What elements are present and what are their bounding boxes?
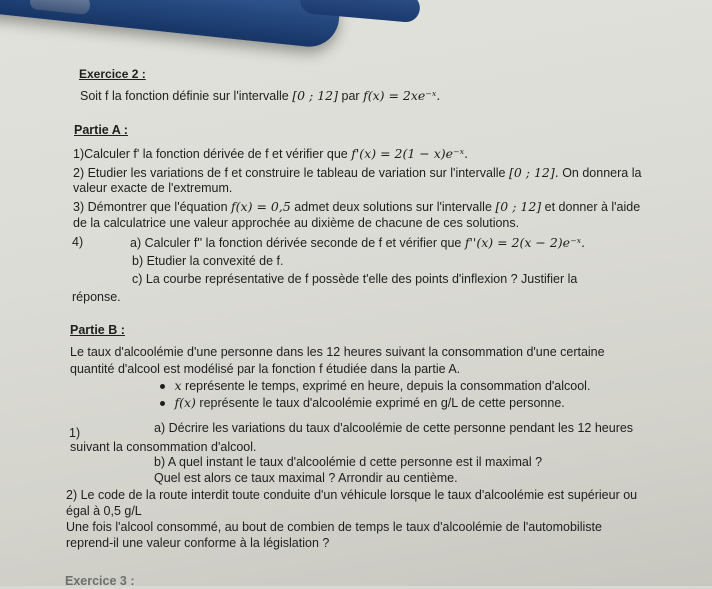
partA-q3-text-c: et donner à l'aide [544, 200, 641, 214]
partB-bullet2 [160, 395, 565, 411]
partB-q2-line4: reprend-il une valeur conforme à la législation ? [66, 536, 330, 550]
partA-q4a [130, 235, 585, 251]
partA-q2-line2: valeur exacte de l'extremum. [73, 181, 233, 195]
partB-q1b-line2: Quel est alors ce taux maximal ? Arrondir au centième. [154, 471, 458, 485]
partA-q2-interval: [0 ; 12]. [508, 165, 559, 180]
partB-bullet1 [160, 378, 590, 394]
partB-q2-line3: Une fois l'alcool consommé, au bout de combien de temps le taux d'alcoolémie de l'automobiliste [66, 520, 602, 534]
partB-heading: Partie B : [70, 323, 125, 337]
partB-intro-line2: quantité d'alcool est modélisé par la fonction f étudiée dans la partie A. [70, 362, 461, 376]
bullet1-text: représente le temps, exprimé en heure, depuis la consommation d'alcool. [185, 379, 591, 393]
intro-interval: [0 ; 12] [292, 88, 339, 103]
bullet1-variable: x [174, 378, 182, 393]
partB-q1a-line2: suivant la consommation d'alcool. [70, 440, 257, 454]
partA-q3 [73, 199, 640, 215]
partA-q3-interval: [0 ; 12] [495, 199, 542, 214]
partA-q4-number: 4) [72, 235, 84, 249]
bullet2-variable: f(x) [174, 395, 196, 410]
partA-q3-line2: de la calculatrice une valeur approchée au dixième de chacune de ces solutions. [73, 216, 520, 230]
partA-q4c-line2: réponse. [72, 290, 121, 304]
partA-q3-formula: f(x) = 0,5 [231, 199, 291, 214]
bullet-dot [160, 384, 165, 389]
partB-q2-line2: égal à 0,5 g/L [66, 504, 142, 518]
partB-q2-line1: 2) Le code de la route interdit toute conduite d'un véhicule lorsque le taux d'alcoolémie est supérieur ou [66, 488, 638, 502]
partA-q2 [73, 165, 641, 181]
partA-q4b: b) Etudier la convexité de f. [132, 254, 284, 268]
partA-heading: Partie A : [74, 123, 128, 137]
partA-q3-text-a: 3) Démontrer que l'équation [73, 200, 228, 214]
intro-par: par [341, 89, 360, 103]
partA-q4a-formula: f''(x) = 2(x − 2)e⁻ˣ. [464, 235, 586, 250]
partA-q1 [73, 146, 468, 162]
partA-q3-text-b: admet deux solutions sur l'intervalle [294, 200, 492, 214]
partA-q4a-text: a) Calculer f'' la fonction dérivée seconde de f et vérifier que [130, 236, 462, 250]
partB-q1-number: 1) [69, 426, 81, 440]
partB-q1a: a) Décrire les variations du taux d'alcoolémie de cette personne pendant les 12 heures [154, 421, 634, 435]
intro-text: Soit f la fonction définie sur l'intervalle [80, 89, 289, 103]
partA-q1-formula: f'(x) = 2(1 − x)e⁻ˣ. [351, 146, 469, 161]
partA-q2-tail: On donnera la [562, 166, 642, 180]
partA-q2-text: 2) Etudier les variations de f et construire le tableau de variation sur l'intervalle [73, 166, 506, 180]
partB-q1b-line1: b) A quel instant le taux d'alcoolémie d cette personne est il maximal ? [154, 455, 543, 469]
partB-intro-line1: Le taux d'alcoolémie d'une personne dans les 12 heures suivant la consommation d'une certaine [70, 345, 605, 359]
partA-q1-text: 1)Calculer f' la fonction dérivée de f et vérifier que [73, 147, 348, 161]
intro-formula: f(x) = 2xe⁻ˣ. [363, 88, 441, 103]
next-exercise-title: Exercice 3 : [65, 574, 135, 588]
exercise-intro [80, 88, 440, 104]
exercise-title: Exercice 2 : [79, 67, 146, 81]
bullet2-text: représente le taux d'alcoolémie exprimé en g/L de cette personne. [199, 396, 565, 410]
bullet-dot [160, 401, 165, 406]
partA-q4c: c) La courbe représentative de f possède t'elle des points d'inflexion ? Justifier la [132, 272, 578, 286]
